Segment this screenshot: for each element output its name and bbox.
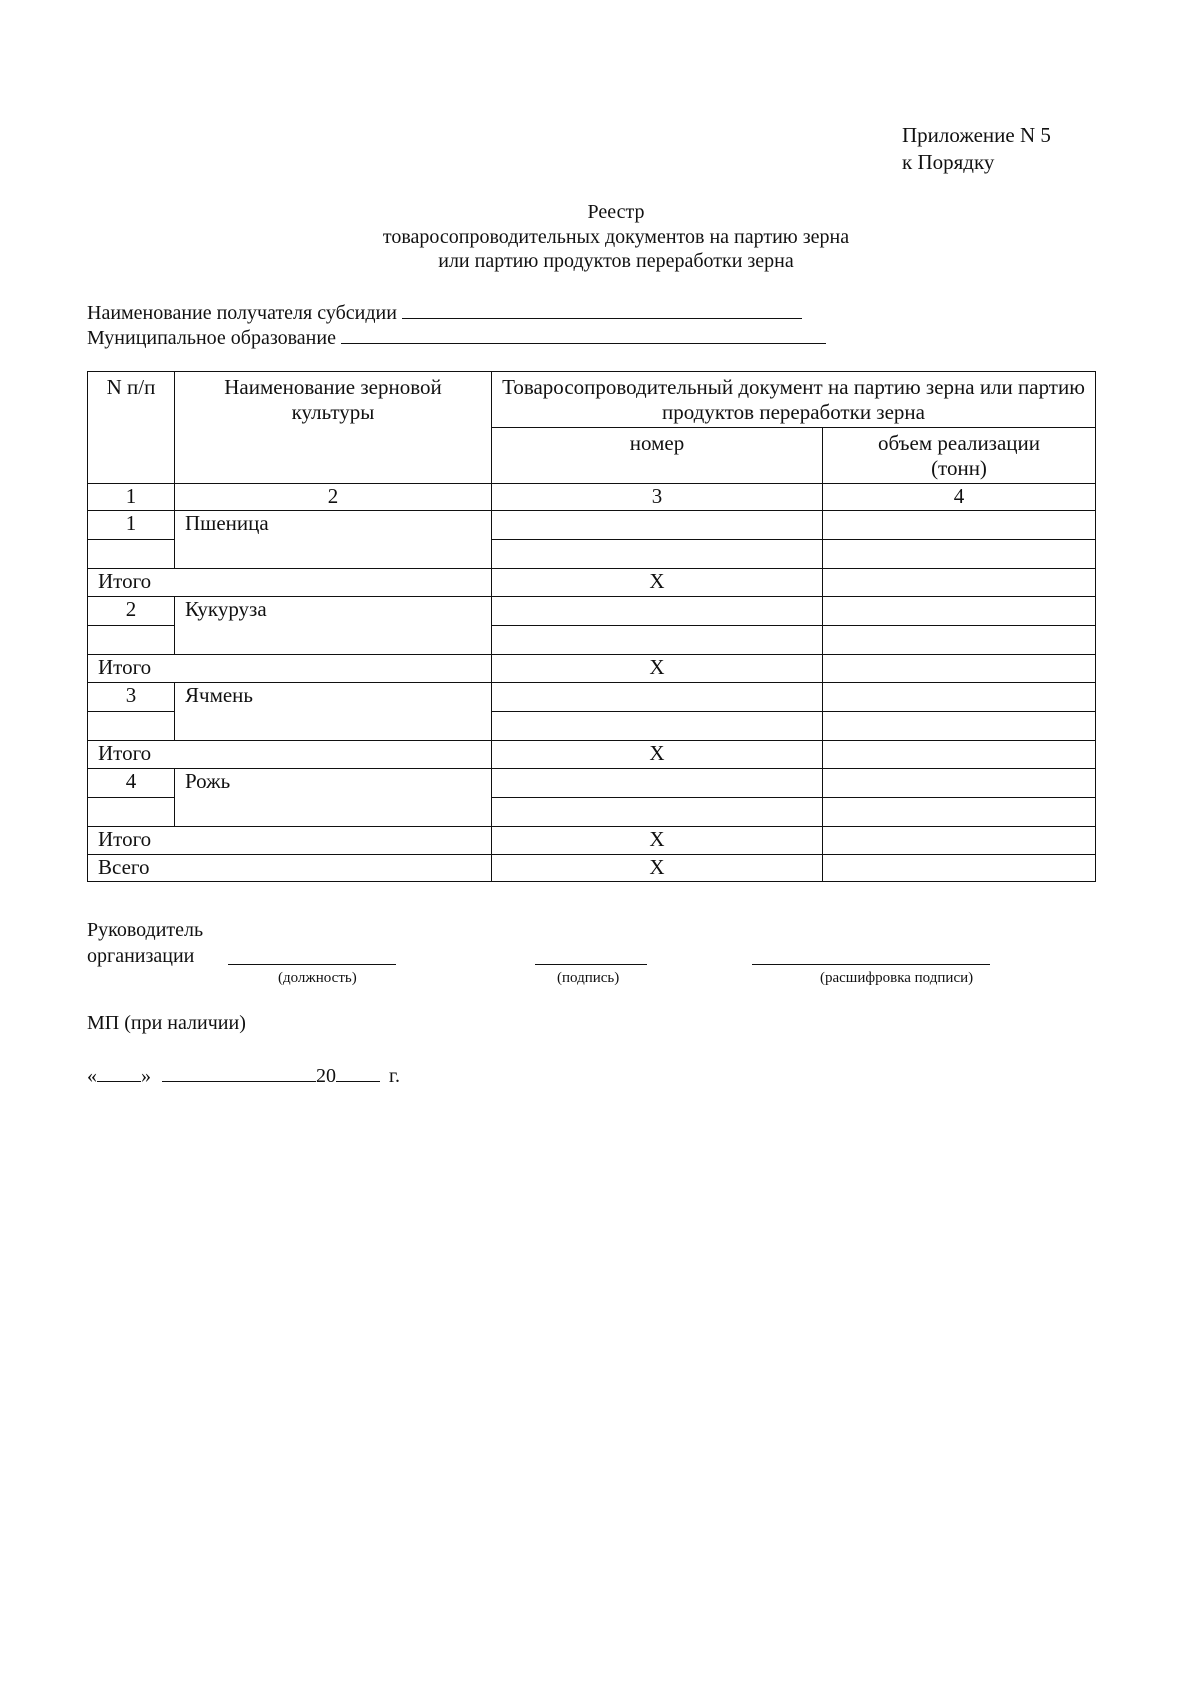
doc-volume-cell[interactable] [823, 597, 1096, 626]
doc-number-cell[interactable] [492, 626, 823, 655]
cross-mark: X [492, 741, 823, 769]
date-century: 20 [316, 1065, 336, 1087]
col-number-2: 2 [175, 484, 492, 511]
registry-table [87, 371, 1096, 882]
document-title [0, 200, 1200, 274]
date-open-quote: « [87, 1065, 97, 1087]
position-caption: (должность) [278, 970, 357, 986]
col-number-3: 3 [492, 484, 823, 511]
appendix-reference [902, 122, 1051, 176]
doc-number-cell[interactable] [492, 683, 823, 712]
crop-num-empty [88, 712, 175, 741]
cross-mark: X [492, 655, 823, 683]
date-suffix: г. [389, 1065, 400, 1087]
doc-number-cell[interactable] [492, 769, 823, 798]
appendix-number: Приложение N 5 [902, 123, 1051, 147]
appendix-order: к Порядку [902, 150, 995, 174]
header-document: Товаросопроводительный документ на партию зерна или партию продуктов переработки зерна [492, 372, 1096, 428]
crop-name: Пшеница [175, 511, 492, 569]
doc-volume-cell[interactable] [823, 540, 1096, 569]
header-crop: Наименование зерновой культуры [175, 372, 492, 484]
title-line-1: Реестр [587, 201, 645, 223]
recipient-field [87, 300, 802, 325]
doc-number-cell[interactable] [492, 597, 823, 626]
total-label: Всего [88, 855, 492, 882]
title-line-2: товаросопроводительных документов на партию зерна [382, 225, 850, 248]
header-volume: объем реализации (тонн) [823, 428, 1096, 484]
crop-num: 3 [88, 683, 175, 712]
subtotal-label: Итого [88, 569, 492, 597]
date-day-blank[interactable] [97, 1063, 141, 1082]
stamp-note: МП (при наличии) [87, 1012, 246, 1034]
date-line [87, 1063, 400, 1088]
doc-volume-cell[interactable] [823, 712, 1096, 741]
total-volume-cell[interactable] [823, 855, 1096, 882]
doc-number-cell[interactable] [492, 798, 823, 827]
subtotal-label: Итого [88, 741, 492, 769]
cross-mark: X [492, 827, 823, 855]
col-number-4: 4 [823, 484, 1096, 511]
doc-number-cell[interactable] [492, 540, 823, 569]
subtotal-label: Итого [88, 655, 492, 683]
doc-volume-cell[interactable] [823, 626, 1096, 655]
title-line-3: или партию продуктов переработки зерна [438, 250, 794, 272]
doc-volume-cell[interactable] [823, 511, 1096, 540]
subtotal-volume-cell[interactable] [823, 569, 1096, 597]
table-row [88, 511, 1096, 540]
subtotal-label: Итого [88, 827, 492, 855]
crop-num-empty [88, 798, 175, 827]
subtotal-row [88, 569, 1096, 597]
municipality-field [87, 325, 826, 350]
date-year-blank[interactable] [336, 1063, 380, 1082]
doc-volume-cell[interactable] [823, 769, 1096, 798]
municipality-label: Муниципальное образование [87, 327, 336, 349]
signature-line[interactable] [535, 964, 647, 965]
crop-num: 1 [88, 511, 175, 540]
doc-volume-cell[interactable] [823, 683, 1096, 712]
subtotal-row [88, 827, 1096, 855]
crop-name: Кукуруза [175, 597, 492, 655]
table-row [88, 683, 1096, 712]
recipient-label: Наименование получателя субсидии [87, 302, 397, 324]
subtotal-row [88, 655, 1096, 683]
municipality-input-line[interactable] [341, 325, 826, 344]
cross-mark: X [492, 855, 823, 882]
crop-name: Рожь [175, 769, 492, 827]
total-row [88, 855, 1096, 882]
col-number-1: 1 [88, 484, 175, 511]
date-month-blank[interactable] [162, 1063, 316, 1082]
crop-num-empty [88, 626, 175, 655]
cross-mark: X [492, 569, 823, 597]
subtotal-volume-cell[interactable] [823, 741, 1096, 769]
recipient-input-line[interactable] [402, 300, 802, 319]
crop-num: 4 [88, 769, 175, 798]
subtotal-row [88, 741, 1096, 769]
header-num: N п/п [88, 372, 175, 484]
signature-caption: (подпись) [557, 970, 620, 986]
decode-line[interactable] [752, 964, 990, 965]
date-close-quote: » [141, 1065, 151, 1087]
header-number: номер [492, 428, 823, 484]
signatory-role [87, 917, 203, 969]
doc-number-cell[interactable] [492, 511, 823, 540]
doc-volume-cell[interactable] [823, 798, 1096, 827]
subtotal-volume-cell[interactable] [823, 655, 1096, 683]
crop-num-empty [88, 540, 175, 569]
role-line-1: Руководитель [87, 919, 204, 941]
position-line[interactable] [228, 964, 396, 965]
role-line-2: организации [87, 945, 195, 967]
subtotal-volume-cell[interactable] [823, 827, 1096, 855]
decode-caption: (расшифровка подписи) [820, 970, 974, 986]
crop-num: 2 [88, 597, 175, 626]
doc-number-cell[interactable] [492, 712, 823, 741]
table-row [88, 597, 1096, 626]
crop-name: Ячмень [175, 683, 492, 741]
table-row [88, 769, 1096, 798]
